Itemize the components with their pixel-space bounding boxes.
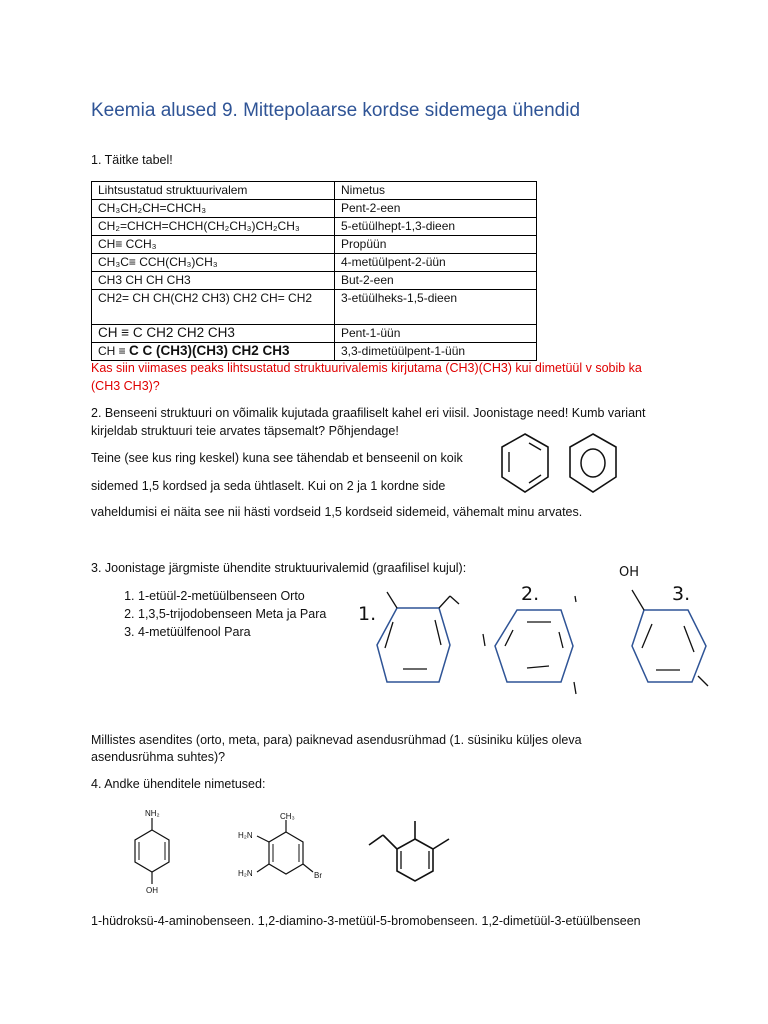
formula-cell: CH2= CH CH(CH2 CH3) CH2 CH= CH2 <box>92 290 335 325</box>
formula-cell: CH3 CH CH CH3 <box>92 272 335 290</box>
formula-bold: C C (CH3)(CH3) CH2 CH3 <box>129 343 290 358</box>
formula-cell <box>92 343 335 361</box>
table-row <box>92 343 537 361</box>
formula-cell: CH ≡ C CH2 CH2 CH3 <box>92 325 335 343</box>
table-header-formula: Lihtsustatud struktuurivalem <box>92 182 335 200</box>
task3-heading: 3. Joonistage järgmiste ühendite struktuurivalemid (graafilisel kujul): <box>91 561 467 575</box>
drawing-label-2: 2. <box>521 583 540 605</box>
table-row <box>92 272 537 290</box>
table-header-name: Nimetus <box>335 182 537 200</box>
task2-answer-1: Teine (see kus ring keskel) kuna see tähendab et benseenil on koik <box>91 451 463 465</box>
name-cell: Pent-1-üün <box>335 325 537 343</box>
task2-answer-2: sidemed 1,5 kordsed ja seda ühtlaselt. Kui on 2 ja 1 kordne side <box>91 479 446 493</box>
name-cell: 3-etüülheks-1,5-dieen <box>335 290 537 325</box>
name-cell: Propüün <box>335 236 537 254</box>
table-row <box>92 200 537 218</box>
question-line-1: Millistes asendites (orto, meta, para) paiknevad asendusrühmad (1. süsiniku küljes oleva <box>91 733 582 747</box>
name-cell: 3,3-dimetüülpent-1-üün <box>335 343 537 361</box>
drawing-2-triiodobenzene <box>475 590 585 700</box>
benzene-kekule-drawing <box>495 430 555 498</box>
table-row <box>92 325 537 343</box>
table-row <box>92 218 537 236</box>
task2-line-1: 2. Benseeni struktuuri on võimalik kujutada graafiliselt kahel eri viisil. Joonistage need! Kumb variant <box>91 406 646 420</box>
mol1-oh-label: OH <box>146 886 158 895</box>
structure-table <box>91 181 537 361</box>
mol2-br-label: Br <box>314 871 322 880</box>
formula-cell: CH₃CH₂CH=CHCH₃ <box>92 200 335 218</box>
list-item: 1. 1-etüül-2-metüülbenseen Orto <box>138 587 326 605</box>
benzene-ring-drawing <box>563 430 623 498</box>
page-title: Keemia alused 9. Mittepolaarse kordse sidemega ühendid <box>91 100 581 121</box>
mol2-nh2-label-b: H₂N <box>238 869 253 878</box>
name-cell: Pent-2-een <box>335 200 537 218</box>
molecule-dimethyl-ethylbenzene <box>365 815 465 895</box>
mol2-ch3-label: CH₃ <box>280 812 295 821</box>
drawing-label-oh: OH <box>619 565 640 580</box>
drawing-label-1: 1. <box>358 603 377 625</box>
formula-cell: CH₃C≡ CCH(CH₃)CH₃ <box>92 254 335 272</box>
task2-line-2: kirjeldab struktuuri teie arvates täpsemalt? Põhjendage! <box>91 424 399 438</box>
table-row <box>92 290 537 325</box>
drawing-label-3: 3. <box>672 583 691 605</box>
table-header-row <box>92 182 537 200</box>
drawing-3-methylphenol <box>618 590 718 700</box>
note-line-2: (CH3 CH3)? <box>91 379 160 393</box>
note-line-1: Kas siin viimases peaks lihtsustatud struktuurivalemis kirjutama (CH3)(CH3) kui dimetüül v sobib ka <box>91 361 642 375</box>
task4-heading: 4. Andke ühenditele nimetused: <box>91 777 266 791</box>
table-row <box>92 254 537 272</box>
name-cell: 5-etüülhept-1,3-dieen <box>335 218 537 236</box>
question-line-2: asendusrühma suhtes)? <box>91 750 226 764</box>
task3-list <box>112 587 326 641</box>
formula-cell: CH₂=CHCH=CHCH(CH₂CH₃)CH₂CH₃ <box>92 218 335 236</box>
name-cell: 4-metüülpent-2-üün <box>335 254 537 272</box>
list-item: 3. 4-metüülfenool Para <box>138 623 326 641</box>
table-row <box>92 236 537 254</box>
formula-prefix: CH ≡ <box>98 344 130 358</box>
mol1-nh2-label: NH₂ <box>145 809 160 818</box>
list-item: 2. 1,3,5-trijodobenseen Meta ja Para <box>138 605 326 623</box>
task1-heading: 1. Täitke tabel! <box>91 153 173 167</box>
name-cell: But-2-een <box>335 272 537 290</box>
task2-answer-3: vaheldumisi ei näita see nii hästi vordseid 1,5 kordseid sidemeid, vähemalt minu arvates. <box>91 505 583 519</box>
formula-cell: CH≡ CCH₃ <box>92 236 335 254</box>
task4-answer: 1-hüdroksü-4-aminobenseen. 1,2-diamino-3-metüül-5-bromobenseen. 1,2-dimetüül-3-etüülbenseen <box>91 914 641 928</box>
mol2-nh2-label-a: H₂N <box>238 831 253 840</box>
